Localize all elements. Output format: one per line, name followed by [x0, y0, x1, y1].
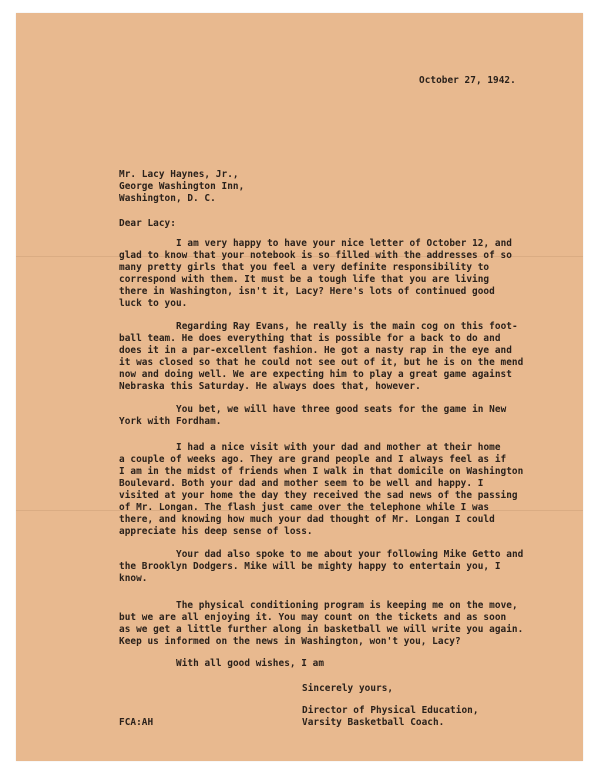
paragraph-line: there in Washington, isn't it, Lacy? Here's lots of continued good [119, 286, 495, 297]
paragraph-line: of Mr. Longan. The flash just came over the telephone while I was [119, 502, 490, 513]
paragraph-line: a couple of weeks ago. They are grand people and I always feel as if [119, 454, 507, 465]
paragraph-line: but we are all enjoying it. You may count on the tickets and as soon [119, 612, 507, 623]
paragraph-line: York with Fordham. [119, 416, 222, 427]
paragraph-line: many pretty girls that you feel a very definite responsibility to [119, 262, 490, 273]
paragraph-line: You bet, we will have three good seats for the game in New [176, 404, 507, 415]
recipient-address-line-2: Washington, D. C. [119, 193, 216, 204]
paragraph-line: The physical conditioning program is keeping me on the move, [176, 600, 518, 611]
paragraph-line: know. [119, 573, 148, 584]
closing: Sincerely yours, [302, 683, 394, 694]
paragraph-line: glad to know that your notebook is so filled with the addresses of so [119, 250, 512, 261]
body-paragraph-3 [119, 404, 506, 428]
body-paragraph-4 [119, 442, 523, 538]
paragraph-line: now and doing well. We are expecting him to play a great game against [119, 369, 512, 380]
paragraph-line: I am in the midst of friends when I walk in that domicile on Washington [119, 466, 524, 477]
paragraph-line: as we get a little further along in basketball we will write you again. [119, 624, 524, 635]
body-paragraph-7 [119, 658, 324, 670]
body-paragraph-2 [119, 321, 523, 393]
paragraph-line: it was closed so that he could not see out of it, but he is on the mend [119, 357, 524, 368]
paragraph-line: I had a nice visit with your dad and mother at their home [176, 442, 501, 453]
signature-title-line-2: Varsity Basketball Coach. [302, 717, 445, 728]
body-paragraph-6 [119, 600, 523, 648]
paragraph-line: luck to you. [119, 298, 188, 309]
paragraph-line: Regarding Ray Evans, he really is the main cog on this foot- [176, 321, 518, 332]
signature-title-line-1: Director of Physical Education, [302, 705, 479, 716]
paragraph-line: I am very happy to have your nice letter of October 12, and [176, 238, 512, 249]
typist-initials: FCA:AH [119, 717, 154, 728]
salutation: Dear Lacy: [119, 218, 176, 229]
paragraph-line: appreciate his deep sense of loss. [119, 526, 313, 537]
paragraph-line: visited at your home the day they received the sad news of the passing [119, 490, 518, 501]
body-paragraph-1 [119, 238, 512, 310]
paragraph-line: Keep us informed on the news in Washington, won't you, Lacy? [119, 636, 461, 647]
paragraph-line: Boulevard. Both your dad and mother seem to be well and happy. I [119, 478, 484, 489]
body-paragraph-5 [119, 549, 523, 585]
recipient-address-line-1: George Washington Inn, [119, 181, 245, 192]
paragraph-line: there, and knowing how much your dad thought of Mr. Longan I could [119, 514, 495, 525]
paragraph-line: With all good wishes, I am [176, 658, 325, 669]
letter-date: October 27, 1942. [419, 75, 516, 86]
paragraph-line: the Brooklyn Dodgers. Mike will be mighty happy to entertain you, I [119, 561, 501, 572]
paragraph-line: ball team. He does everything that is possible for a back to do and [119, 333, 501, 344]
paragraph-line: does it in a par-excellent fashion. He got a nasty rap in the eye and [119, 345, 512, 356]
paragraph-line: Your dad also spoke to me about your following Mike Getto and [176, 549, 524, 560]
paragraph-line: correspond with them. It must be a tough life that you are living [119, 274, 490, 285]
recipient-name: Mr. Lacy Haynes, Jr., [119, 169, 239, 180]
paragraph-line: Nebraska this Saturday. He always does that, however. [119, 381, 421, 392]
